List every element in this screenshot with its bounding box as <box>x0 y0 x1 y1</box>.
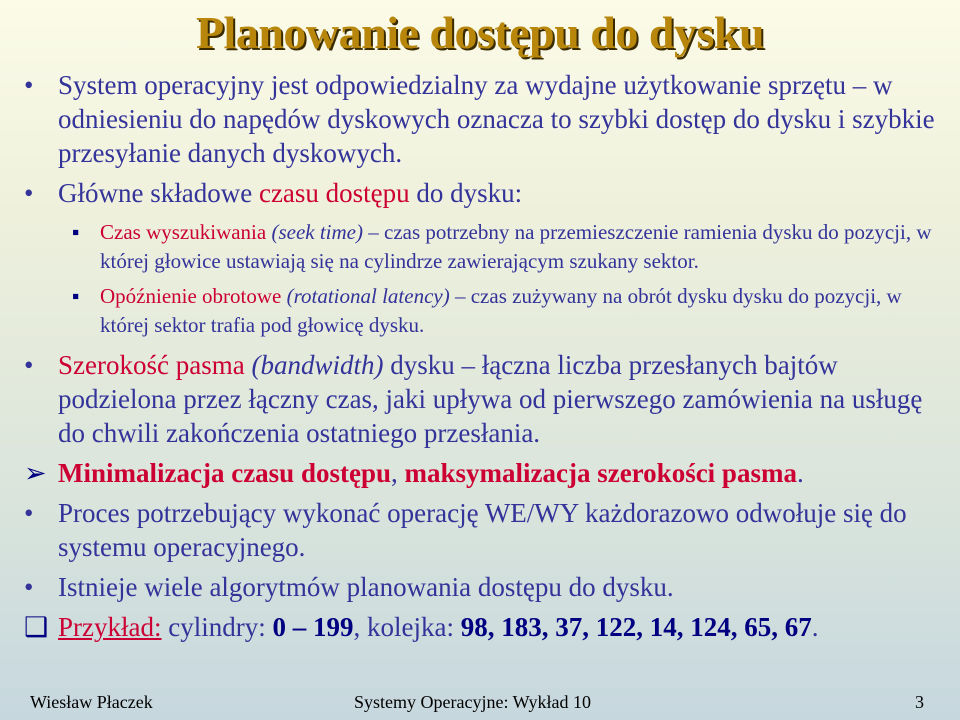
queue-values: 98, 183, 37, 122, 14, 124, 65, 67 <box>460 612 812 642</box>
term-rotational-latency-en: (rotational latency) <box>286 284 450 308</box>
term-access-time: czasu dostępu <box>258 178 410 208</box>
footer-page-number: 3 <box>915 692 924 712</box>
bullet-text: dysku – łączna liczba przesłanych bajtów podzielona przez łączny czas, jaki upływa od pierwszego zamówienia na usługę do chwili zakończenia ostatniego przesłania. <box>58 350 923 448</box>
term-rotational-latency: Opóźnienie obrotowe <box>100 284 282 308</box>
square-bullet-icon: ▪ <box>72 220 80 244</box>
term-seek-time: Czas wyszukiwania <box>100 220 267 244</box>
example-label: Przykład: <box>58 612 162 642</box>
bullet-text: do dysku: <box>409 178 523 208</box>
arrow-bullet-item: ➢ Minimalizacja czasu dostępu, maksymalizacja szerokości pasma. <box>24 458 804 488</box>
bullet-dot-icon: • <box>24 572 34 602</box>
bullet-dot-icon: • <box>24 70 34 100</box>
sub-bullet-item <box>24 218 938 276</box>
bullet-item <box>24 348 938 450</box>
bullet-text: System operacyjny jest odpowiedzialny za wydajne użytkowanie sprzętu – w odniesieniu do napędów dyskowych oznacza to szybki dostęp do dysku i szybkie przesyłanie danych dyskowych. <box>58 70 935 168</box>
slide-title: Planowanie dostępu do dysku <box>195 7 765 58</box>
bullet-item <box>24 570 938 604</box>
bullet-text: Proces potrzebujący wykonać operację WE/WY każdorazowo odwołuje się do systemu operacyjnego. <box>58 498 907 562</box>
bullet-dot-icon: • <box>24 350 34 380</box>
footer-course: Systemy Operacyjne: Wykład 10 <box>354 692 592 712</box>
sub-bullet-text: – czas potrzebny na przemieszczenie ramienia dysku do pozycji, w której głowice ustawiają się na cylindrze zawierającym szukany sektor. <box>100 220 932 273</box>
bullet-item <box>24 176 938 210</box>
slide-content <box>24 66 938 644</box>
bullet-dot-icon: • <box>24 178 34 208</box>
term-seek-time-en: (seek time) <box>271 220 363 244</box>
footer-author: Wiesław Płaczek <box>30 692 153 712</box>
goal-max-bandwidth: maksymalizacja szerokości pasma <box>404 458 797 488</box>
bullet-text: Istnieje wiele algorytmów planowania dostępu do dysku. <box>58 572 674 602</box>
goal-min-access-time: Minimalizacja czasu dostępu <box>58 458 391 488</box>
checkbox-bullet-icon: ❑ <box>24 612 49 642</box>
arrow-bullet-icon: ➢ <box>24 458 47 488</box>
bullet-item <box>24 496 938 564</box>
example-item: ❑ Przykład: cylindry: 0 – 199, kolejka: 98, 183, 37, 122, 14, 124, 65, 67. <box>24 612 819 642</box>
bullet-item <box>24 68 938 170</box>
cylinder-range: 0 – 199 <box>272 612 354 642</box>
sub-bullet-item <box>24 282 938 340</box>
term-bandwidth: Szerokość pasma <box>58 350 245 380</box>
bullet-text: Główne składowe <box>58 178 259 208</box>
bullet-dot-icon: • <box>24 498 34 528</box>
square-bullet-icon: ▪ <box>72 284 80 308</box>
slide-footer <box>0 692 960 716</box>
sub-bullet-text: – czas zużywany na obrót dysku dysku do pozycji, w której sektor trafia pod głowicę dysku. <box>100 284 902 337</box>
term-bandwidth-en: (bandwidth) <box>251 350 384 380</box>
